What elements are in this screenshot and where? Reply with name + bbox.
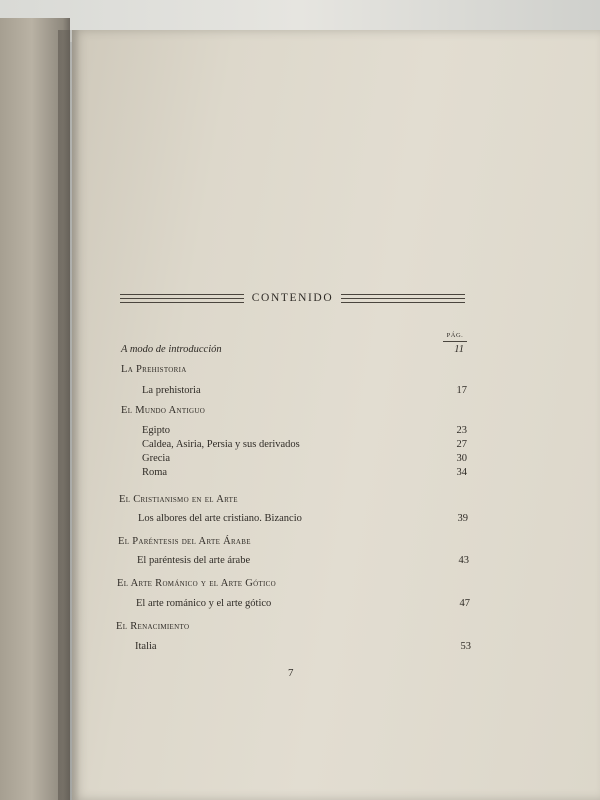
toc-entry-page: 23 [456, 425, 467, 436]
toc-entry-title: A modo de introducción [121, 344, 222, 355]
toc-entry-title: Los albores del arte cristiano. Bizancio [138, 513, 302, 524]
toc-entry [138, 513, 468, 524]
toc-entry-title: Grecia [142, 453, 170, 464]
contents-heading: CONTENIDO [251, 292, 334, 304]
toc-section-title: La Prehistoria [121, 364, 187, 375]
toc-entry [135, 641, 471, 652]
toc-entry-title: Italia [135, 641, 157, 652]
toc-section-title: El Arte Románico y el Arte Gótico [117, 578, 276, 589]
toc-entry-page: 34 [456, 467, 467, 478]
toc-entry-page: 53 [460, 641, 471, 652]
toc-entry-title: Caldea, Asiria, Persia y sus derivados [142, 439, 300, 450]
toc-entry-title: El arte románico y el arte gótico [136, 598, 272, 609]
page-column-label: PÁG. [443, 332, 467, 342]
toc-entry-title: Roma [142, 467, 168, 478]
toc-section-title: El Renacimiento [116, 621, 190, 632]
toc-entry-page: 27 [456, 439, 467, 450]
toc-entry [142, 439, 467, 450]
toc-entry [136, 598, 470, 609]
toc-entry [137, 555, 469, 566]
page-number: 7 [288, 667, 294, 679]
toc-entry-page: 11 [454, 344, 464, 355]
toc-entry-page: 39 [457, 513, 468, 524]
toc-section-title: El Mundo Antiguo [121, 405, 206, 416]
toc-entry [142, 425, 467, 436]
toc-entry-title: El paréntesis del arte árabe [137, 555, 251, 566]
toc-entry-page: 43 [458, 555, 469, 566]
toc-entry-title: Egipto [142, 425, 170, 436]
toc-entry-intro [121, 344, 464, 355]
toc-section-title: El Cristianismo en el Arte [119, 494, 238, 505]
toc-entry-page: 17 [456, 385, 467, 396]
toc-entry [142, 385, 467, 396]
toc-entry [142, 453, 467, 464]
toc-entry-title: La prehistoria [142, 385, 201, 396]
toc-entry-page: 30 [456, 453, 467, 464]
toc-entry [142, 467, 467, 478]
toc-entry-page: 47 [459, 598, 470, 609]
toc-section-title: El Paréntesis del Arte Árabe [118, 536, 251, 547]
